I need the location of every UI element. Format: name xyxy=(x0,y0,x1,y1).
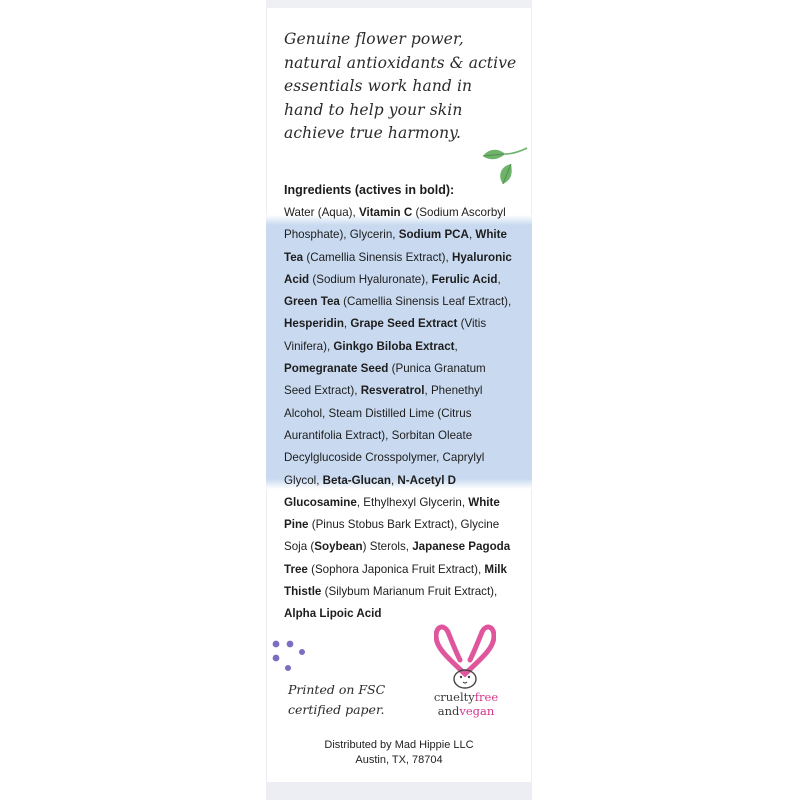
ingredients-line xyxy=(284,269,524,291)
ingredient-text: Glycol, xyxy=(284,473,323,487)
active-ingredient: Vitamin C xyxy=(358,206,413,219)
cruelty-free-line xyxy=(416,690,516,704)
ingredient-text: (Vitis xyxy=(457,317,487,331)
ingredient-text: Water (Aqua), xyxy=(284,206,359,219)
tagline-line: natural antioxidants & active xyxy=(284,53,517,72)
distributor-info xyxy=(266,738,532,768)
ingredient-text: Seed Extract), xyxy=(284,384,361,398)
fsc-line: certified paper. xyxy=(288,702,385,717)
active-ingredient: Soybean xyxy=(314,540,363,554)
ingredient-text: , xyxy=(343,317,351,331)
ingredient-text: , xyxy=(454,339,458,353)
ingredients-line xyxy=(284,536,524,558)
box-top-edge xyxy=(266,0,532,8)
active-ingredient: Japanese Pagoda xyxy=(412,540,511,554)
cruelty-free-label xyxy=(416,690,516,718)
ingredients-line xyxy=(284,492,524,514)
ingredients-line xyxy=(284,559,524,581)
active-ingredient: N-Acetyl D xyxy=(397,473,457,487)
ingredients-line xyxy=(284,603,524,625)
ingredients-line xyxy=(284,447,524,469)
vegan-text: vegan xyxy=(459,704,495,718)
dots-decoration xyxy=(270,638,310,674)
active-ingredient: Tea xyxy=(284,250,304,264)
active-ingredient: Green Tea xyxy=(284,295,340,309)
distributor-address: Austin, TX, 78704 xyxy=(355,754,443,766)
ingredients-line xyxy=(284,470,524,492)
ingredients-line xyxy=(284,514,524,536)
ingredient-text: (Sodium Hyaluronate), xyxy=(309,272,432,286)
bunny-heart-logo xyxy=(434,624,496,692)
ingredient-text: (Silybum Marianum Fruit Extract), xyxy=(321,585,498,599)
and-text: and xyxy=(437,704,460,718)
leaf-icon xyxy=(481,142,531,188)
ingredient-text: (Camellia Sinensis Leaf Extract), xyxy=(339,295,512,309)
vegan-line xyxy=(416,704,516,718)
product-box-panel xyxy=(266,0,532,800)
ingredient-text: , Ethylhexyl Glycerin, xyxy=(356,495,469,509)
active-ingredient: White xyxy=(468,495,500,509)
active-ingredient: Hesperidin xyxy=(284,317,344,331)
ingredients-line xyxy=(284,313,524,335)
ingredient-text: (Sodium Ascorbyl xyxy=(412,206,506,219)
distributor-name: Distributed by Mad Hippie LLC xyxy=(324,739,474,751)
ingredients-line xyxy=(284,380,524,402)
ingredients-title: Ingredients (actives in bold): xyxy=(284,183,455,197)
active-ingredient: Alpha Lipoic Acid xyxy=(284,607,382,621)
ingredient-text: (Punica Granatum xyxy=(388,362,486,376)
cruelty-text: cruelty xyxy=(433,690,475,704)
ingredients-line xyxy=(284,581,524,603)
free-text: free xyxy=(474,690,499,704)
ingredient-text: (Pinus Stobus Bark Extract), Glycine xyxy=(308,518,500,532)
ingredient-text: Phosphate), Glycerin, xyxy=(284,228,399,242)
active-ingredient: Resveratrol xyxy=(360,384,425,398)
active-ingredient: Acid xyxy=(284,272,310,286)
tagline-line: essentials work hand in xyxy=(284,77,473,95)
ingredient-text: (Sophora Japonica Fruit Extract), xyxy=(307,562,485,576)
tagline-line: hand to help your skin xyxy=(284,100,463,119)
ingredient-text: Aurantifolia Extract), Sorbitan Oleate xyxy=(284,428,473,442)
active-ingredient: Ferulic Acid xyxy=(431,272,498,286)
ingredient-text: (Camellia Sinensis Extract), xyxy=(303,250,452,264)
ingredients-line xyxy=(284,247,524,269)
ingredient-text: , xyxy=(468,228,476,242)
active-ingredient: Grape Seed Extract xyxy=(350,317,458,331)
ingredient-text: , Phenethyl xyxy=(424,384,483,398)
active-ingredient: Pomegranate Seed xyxy=(284,362,389,376)
ingredient-text: , xyxy=(390,473,398,487)
ingredients-line xyxy=(284,202,524,224)
ingredient-text: Decylglucoside Crosspolymer, Caprylyl xyxy=(284,451,485,465)
ingredient-text: , xyxy=(497,272,501,286)
fsc-line: Printed on FSC xyxy=(288,682,386,697)
active-ingredient: Milk xyxy=(484,562,507,576)
ingredients-line xyxy=(284,336,524,358)
active-ingredient: Pine xyxy=(284,518,309,532)
ingredient-text: ) Sterols, xyxy=(362,540,413,554)
ingredients-line xyxy=(284,358,524,380)
fsc-note xyxy=(288,680,385,720)
ingredient-text: Soja ( xyxy=(284,540,315,554)
active-ingredient: Glucosamine xyxy=(284,495,357,509)
ingredients-line xyxy=(284,403,524,425)
active-ingredient: Tree xyxy=(284,562,308,576)
tagline xyxy=(284,28,517,146)
active-ingredient: White xyxy=(475,228,507,242)
active-ingredient: Hyaluronic xyxy=(451,250,512,264)
active-ingredient: Beta-Glucan xyxy=(322,473,391,487)
active-ingredient: Ginkgo Biloba Extract xyxy=(333,339,455,353)
box-bottom-edge xyxy=(266,782,532,800)
ingredients-line xyxy=(284,425,524,447)
ingredients-line xyxy=(284,224,524,246)
tagline-line: achieve true harmony. xyxy=(284,124,461,142)
active-ingredient: Thistle xyxy=(284,585,322,599)
tagline-line: Genuine flower power, xyxy=(284,30,464,48)
ingredients-line xyxy=(284,291,524,313)
ingredient-text: Alcohol, Steam Distilled Lime (Citrus xyxy=(284,406,472,420)
active-ingredient: Sodium PCA xyxy=(398,228,469,242)
ingredient-text: Vinifera), xyxy=(284,339,334,353)
ingredients-list xyxy=(284,202,524,626)
